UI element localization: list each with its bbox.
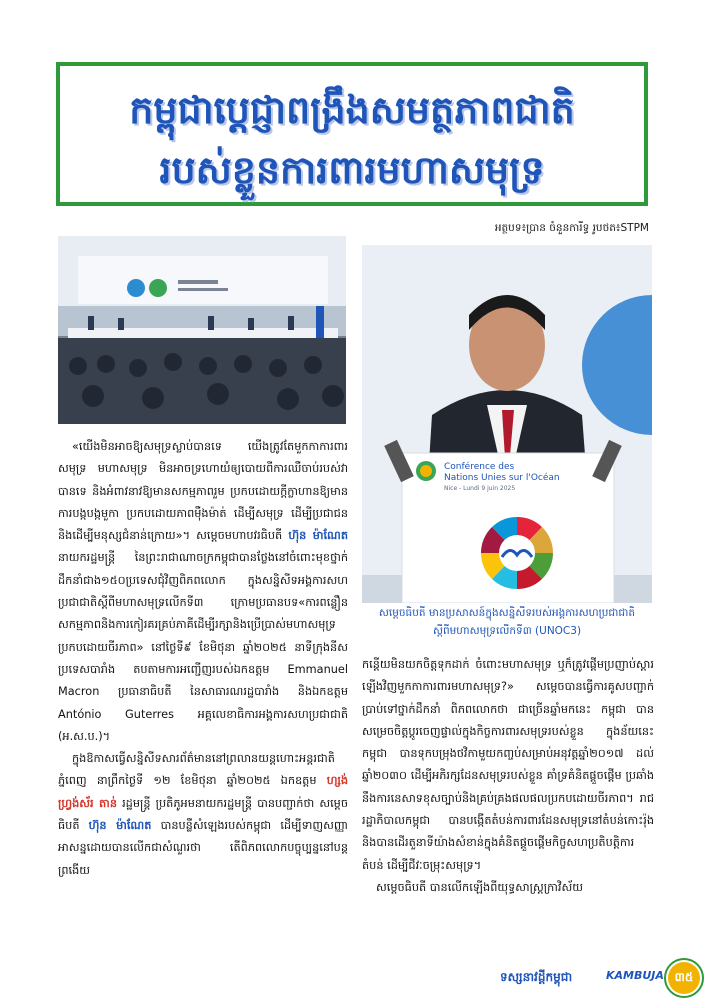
article-title-line-1: កម្ពុជាប្តេជ្ញាពង្រឹងសមត្ថភាពជាតិ [129,88,575,132]
article-title-frame [56,62,648,206]
photo-caption: សម្តេចធិបតី មានប្រសាសន៍ក្នុងសន្និសីទរបស់អង្គការសហប្រជាជាតិស្តីពីមហាសមុទ្រលើកទី៣ (UNOC3) [378,607,636,637]
left-paragraph-2 [58,748,348,882]
left-paragraph-1-text: «យើងមិនអាចឱ្យសមុទ្រស្លាប់បានទេ យើងត្រូវតែមួកកាការពារសមុទ្រ មហាសមុទ្រ មិនអាចទ្រហោយំឲ្យបោយពីការឈឺចាប់របស់វាបានទេ និងអំពាវនាវឱ្យមានសកម្មភាពរួម ប្រកបដោយក្តីក្លាហានឱ្យមានការបង្កបង្កមួកា ប្រកបដោយភាពម៉ឺងម៉ាត់ ដើម្បីសមុទ្រ ដើម្បីប្រជាជននិងដើម្បីមនុស្សជំនាន់ក្រោយ»។ សម្តេចមហាបវរធិបតី [58,440,348,543]
magazine-name: ទស្សនាវដ្តីកម្ពុជា [500,970,573,984]
left-paragraph-2-text: ក្នុងឱកាសធ្វើសន្និសីទសារព័ត៌មាននៅព្រលានយន្តហោះអន្តរជាតិ ភ្នំពេញ នាព្រឹកថ្ងៃទី ១២ ខែមិថុនា ឆ្នាំ២០២៥ ឯកឧត្តម [58,752,335,788]
speaker-illustration [362,245,652,603]
byline: អត្ថបទ៖ប្រាន ចំនួនការីទ្ធ រូបថត៖STPM [494,222,649,234]
left-paragraph-1 [58,436,348,748]
name-highlight-2: ហ្សង់ ហ្វ្រង់ស័រ តាន់ [58,774,348,810]
podium-text-1: Conférence des [444,462,515,472]
left-column [58,436,348,882]
name-highlight-1: ហ៊ុន ម៉ាណែត [288,529,348,543]
right-paragraph-1: កន្តើយមិនយកចិត្តទុកដាក់ ចំពោះមហាសមុទ្រ ឬក៏ត្រូវផ្តើមប្រញាប់ស្តារឡើងវិញមួកកាការពារមហាសមុទ្រ?» សម្តេចបានធ្វើការគូសបញ្ជាក់ប្រាប់ទៅថ្នាក់ដឹកនាំ ពិភពលោកថា ជាច្រើនឆ្នាំមកនេះ កម្ពុជា បានសម្រេចចិត្តប្តូរចេញផ្ទាល់ក្នុងកិច្ចការពារសមុទ្ររបស់ខ្លួន ក្នុងន័យនេះកម្ពុជា បានទុកបម្រុងថវិកាមួយកញ្ចប់សម្រាប់អនុវត្តឆ្នាំ២០១៧ ដល់ឆ្នាំ២០៣០ ដើម្បីអភិរក្សដែនសមុទ្ររបស់ខ្លួន គាំទ្រគំនិតផ្តួចផ្តើម ប្រឆាំងនឹងការនេសាទខុសច្បាប់និងគ្រប់គ្រងផលផលប្រកបដោយចីរភាព។ រាជរដ្ឋាភិបាលកម្ពុជា បានបង្កើតតំបន់ការពារដែនសមុទ្រនៅតំបន់កោះរ៉ុង និងបានដើរតួនាទីយ៉ាងសំខាន់ក្នុងគំនិតផ្តួចផ្តើមកិច្ចសហប្រតិបត្តិការតំបន់ ដើម្បីជីវៈចម្រុះសមុទ្រ។ [362,658,654,872]
article-title-line-2: របស់ខ្លួនការពារមហាសមុទ្រ [159,148,545,192]
right-column [362,654,654,899]
conference-hall-photo [58,236,346,424]
magazine-brand: KAMBUJA [606,969,664,982]
page-number: ៣៥ [668,962,700,994]
podium-text-3: Nice - Lundi 9 juin 2025 [444,485,516,492]
left-paragraph-1-cont: នាយករដ្ឋមន្ត្រី នៃព្រះរាជាណាចក្រកម្ពុជាបានថ្លែងនៅចំពោះមុខថ្នាក់ដឹកនាំជាង១៥០ប្រទេសជុំវិញពិភពលោក ក្នុងសន្និសីទអង្គការសហប្រជាជាតិស្តីពីមហាសមុទ្រលើកទី៣ ក្រោមប្រធានបទ«ការពន្លឿនសកម្មភាពនិងការកៀរគរគ្រប់ភាគីដើម្បីរក្សានិងប្រើប្រាស់មហាសមុទ្រប្រកបដោយចីរភាព» នៅថ្ងៃទី៩ ខែមិថុនា ឆ្នាំ២០២៥ នាទីក្រុងនីស ប្រទេសបារាំង តបតាមការអញ្ជើញរបស់ឯកឧត្តម Emmanuel Macron ប្រធានាធិបតី នៃសាធារណរដ្ឋបារាំង និងឯកឧត្តម António Guterres អគ្គលេខាធិការអង្គការសហប្រជាជាតិ (អ.ស.ប.)។ [58,551,348,743]
podium-text-2: Nations Unies sur l'Océan [444,473,560,483]
page-footer [0,950,707,1000]
conference-hall-illustration [58,236,346,424]
left-paragraph-2-end: បានបន្លឺសំឡេងរបស់កម្ពុជា ដើម្បីទាញសញ្ញាអាសន្នដោយបានលើកជាសំណួរថា តើពិភពលោកបច្ចុប្បន្ននៅបន្តព្រងើយ [58,819,348,877]
right-paragraph-2: សម្តេចធិបតី បានលើកឡើងពីយុទ្ធសាស្ត្រក្រាវិស័យ [376,880,583,894]
speaker-podium-photo [362,245,652,603]
left-paragraph-2-cont: រដ្ឋមន្ត្រី ប្រតិភូអមនាយករដ្ឋមន្ត្រី បានបញ្ជាក់ថា សម្តេចធិបតី [58,796,349,833]
name-highlight-3: ហ៊ុន ម៉ាណែត [88,819,152,833]
